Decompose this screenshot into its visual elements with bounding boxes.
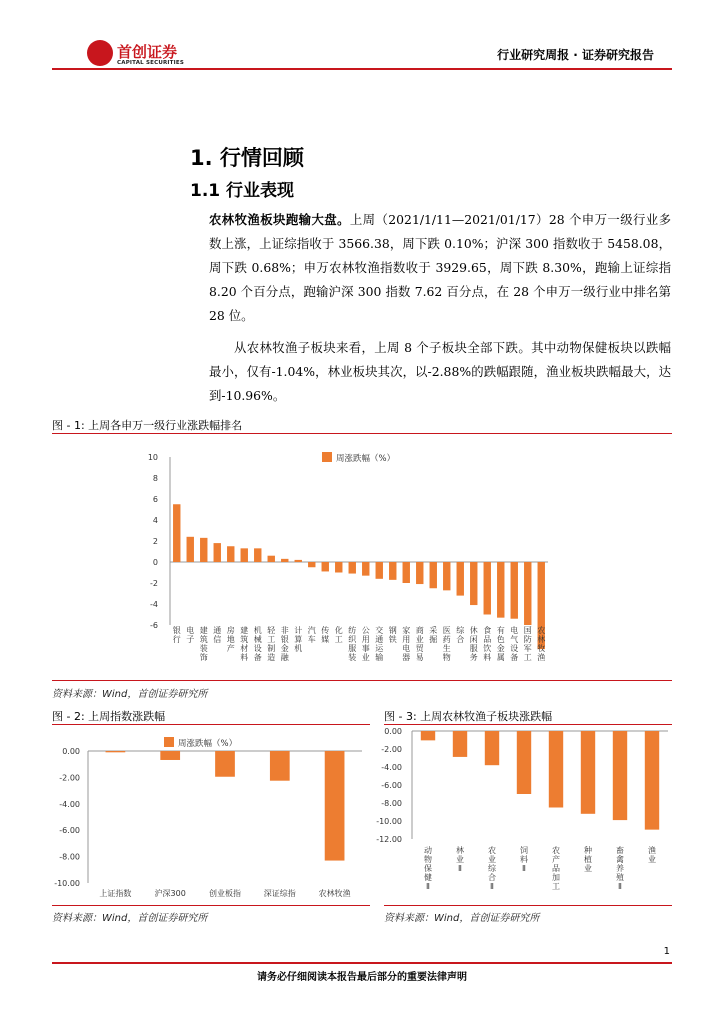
bar bbox=[443, 562, 450, 590]
bar bbox=[389, 562, 396, 580]
bar bbox=[421, 731, 435, 740]
bar bbox=[322, 562, 329, 571]
x-tick-label: 房地产 bbox=[226, 626, 235, 653]
x-tick-label: 银行 bbox=[172, 626, 181, 644]
bar bbox=[270, 751, 290, 781]
x-tick-label: 医药生物 bbox=[442, 626, 451, 662]
x-tick-label: 电子 bbox=[186, 626, 195, 644]
y-tick-label: 8 bbox=[152, 474, 158, 483]
paragraph-2: 从农林牧渔子板块来看，上周 8 个子板块全部下跌。其中动物保健板块以跌幅最小，仅有-1.04%，林业板块其次，以-2.88%的跌幅跟随，渔业板块跌幅最大，达到-10.96%。 bbox=[209, 340, 671, 403]
y-tick-label: -10.00 bbox=[54, 879, 80, 888]
y-tick-label: -2.00 bbox=[59, 773, 80, 783]
x-tick-label: 纺织服装 bbox=[348, 626, 357, 662]
x-tick-label: 食品饮料 bbox=[483, 626, 492, 662]
y-tick-label: -8.00 bbox=[59, 852, 80, 862]
x-tick-label: 种植业 bbox=[584, 846, 592, 873]
bar bbox=[581, 731, 595, 814]
bar bbox=[645, 731, 659, 830]
x-tick-label: 电气设备 bbox=[510, 626, 519, 662]
x-tick-label: 农业综合 Ⅱ bbox=[488, 846, 496, 891]
bar bbox=[430, 562, 437, 588]
legend-label: 周涨跌幅（%） bbox=[178, 739, 238, 749]
figure-2-bottom-divider bbox=[52, 905, 370, 906]
x-tick-label: 化工 bbox=[334, 626, 343, 644]
y-tick-label: -2.00 bbox=[381, 745, 402, 754]
x-tick-label: 深证综指 bbox=[263, 889, 296, 898]
subsection-title: 1.1 行业表现 bbox=[190, 181, 295, 201]
bar bbox=[549, 731, 563, 808]
paragraph-1-lead: 农林牧渔板块跑输大盘。 bbox=[209, 212, 350, 227]
bar bbox=[485, 731, 499, 765]
bar bbox=[416, 562, 423, 584]
bar bbox=[187, 537, 194, 562]
bar bbox=[484, 562, 491, 615]
bar bbox=[376, 562, 383, 579]
y-tick-label: 2 bbox=[152, 537, 158, 546]
x-tick-label: 沪深300 bbox=[154, 889, 186, 898]
y-tick-label: 10 bbox=[147, 453, 158, 462]
legend-swatch bbox=[322, 452, 332, 462]
x-tick-label: 有色金属 bbox=[496, 626, 505, 662]
x-tick-label: 综合 bbox=[456, 626, 465, 644]
bar bbox=[517, 731, 531, 794]
bar bbox=[241, 548, 248, 562]
x-tick-label: 农产品加工 bbox=[552, 846, 560, 891]
y-tick-label: 0.00 bbox=[384, 727, 402, 736]
x-tick-label: 创业板指 bbox=[209, 889, 241, 898]
x-tick-label: 休闲服务 bbox=[469, 626, 478, 662]
figure-3-divider bbox=[384, 724, 672, 725]
x-tick-label: 建筑装饰 bbox=[199, 626, 208, 662]
figure-1-bottom-divider bbox=[52, 680, 672, 681]
x-tick-label: 商业贸易 bbox=[415, 626, 424, 662]
page-number: 1 bbox=[663, 946, 670, 957]
bar bbox=[281, 559, 288, 562]
x-tick-label: 畜禽养殖 Ⅱ bbox=[616, 846, 624, 891]
figure-1-source: 资料来源：Wind，首创证券研究所 bbox=[52, 689, 208, 700]
bar bbox=[511, 562, 518, 619]
bar bbox=[403, 562, 410, 583]
bar bbox=[214, 543, 221, 562]
bar bbox=[308, 562, 315, 567]
y-tick-label: -8.00 bbox=[381, 799, 402, 808]
x-tick-label: 通信 bbox=[213, 626, 222, 644]
x-tick-label: 轻工制造 bbox=[267, 626, 276, 662]
x-tick-label: 机械设备 bbox=[253, 626, 262, 662]
bar bbox=[200, 538, 207, 562]
footer-divider bbox=[52, 962, 672, 964]
x-tick-label: 渔业 bbox=[648, 846, 656, 864]
x-tick-label: 公用事业 bbox=[361, 626, 370, 662]
x-tick-label: 交通运输 bbox=[375, 626, 384, 662]
paragraph-1-body: 上周（2021/1/11—2021/01/17）28 个申万一级行业多数上涨，上证综指收于 3566.38，周下跌 0.10%；沪深 300 指数收于 5458.08，周下跌 0.68%；申万农林牧渔指数收于 3929.65，周下跌 8.30%，跑输上证综指 8.20 个百分点，跑输沪深 300 指数 7.62 百分点，在 28 个申万一级行业中排名第 28 位。 bbox=[209, 212, 672, 323]
y-tick-label: -4.00 bbox=[381, 763, 402, 772]
brand-logo-icon bbox=[87, 40, 113, 66]
y-tick-label: -2 bbox=[150, 579, 158, 588]
legend-label: 周涨跌幅（%） bbox=[336, 454, 396, 464]
figure-3-source: 资料来源：Wind，首创证券研究所 bbox=[384, 913, 540, 924]
bar bbox=[295, 560, 302, 562]
y-tick-label: -4 bbox=[150, 600, 158, 609]
figure-1-title: 图 - 1: 上周各申万一级行业涨跌幅排名 bbox=[52, 419, 243, 432]
y-tick-label: -6 bbox=[150, 621, 158, 630]
y-tick-label: -6.00 bbox=[381, 781, 402, 790]
x-tick-label: 动物保健 Ⅱ bbox=[424, 846, 432, 891]
x-tick-label: 林业 Ⅱ bbox=[456, 846, 464, 873]
bar bbox=[497, 562, 504, 618]
x-tick-label: 计算机 bbox=[294, 626, 303, 653]
report-type: 行业研究周报 · 证券研究报告 bbox=[497, 48, 654, 62]
bar bbox=[453, 731, 467, 757]
section-title: 1. 行情回顾 bbox=[190, 146, 304, 170]
x-tick-label: 传媒 bbox=[321, 626, 330, 644]
bar bbox=[160, 751, 180, 760]
y-tick-label: 6 bbox=[152, 495, 158, 504]
y-tick-label: -10.00 bbox=[376, 817, 402, 826]
bar bbox=[457, 562, 464, 596]
bar bbox=[106, 751, 126, 752]
legal-notice: 请务必仔细阅读本报告最后部分的重要法律声明 bbox=[257, 972, 467, 983]
y-tick-label: 4 bbox=[152, 516, 158, 525]
x-tick-label: 上证指数 bbox=[99, 889, 132, 898]
y-tick-label: 0.00 bbox=[62, 747, 80, 756]
paragraph-1 bbox=[209, 208, 671, 328]
bar bbox=[173, 504, 180, 562]
y-tick-label: 0 bbox=[152, 558, 158, 567]
figure-2-source: 资料来源：Wind，首创证券研究所 bbox=[52, 913, 208, 924]
y-tick-label: -4.00 bbox=[59, 799, 80, 809]
x-tick-label: 农林牧渔 bbox=[318, 889, 351, 898]
legend-swatch bbox=[164, 737, 174, 747]
bar bbox=[227, 546, 234, 562]
brand-name: 首创证券 bbox=[117, 43, 178, 61]
y-tick-label: -12.00 bbox=[376, 835, 402, 844]
x-tick-label: 农林牧渔 bbox=[537, 626, 546, 662]
figure-3-title: 图 - 3: 上周农林牧渔子板块涨跌幅 bbox=[384, 710, 553, 723]
subsector-bar-chart bbox=[376, 726, 672, 906]
bar bbox=[325, 751, 345, 861]
index-bar-chart bbox=[52, 726, 370, 906]
bar bbox=[215, 751, 235, 777]
x-tick-label: 国防军工 bbox=[523, 626, 532, 662]
brand-name-en: CAPITAL SECURITIES bbox=[117, 60, 184, 66]
bar bbox=[362, 562, 369, 576]
header-divider bbox=[52, 68, 672, 70]
bar bbox=[524, 562, 531, 625]
figure-3-bottom-divider bbox=[384, 905, 672, 906]
bar bbox=[268, 556, 275, 562]
bar bbox=[335, 562, 342, 573]
y-tick-label: -6.00 bbox=[59, 826, 80, 836]
industry-bar-chart bbox=[52, 436, 672, 680]
x-tick-label: 饲料 Ⅱ bbox=[520, 846, 528, 873]
bar bbox=[470, 562, 477, 605]
figure-2-divider bbox=[52, 724, 370, 725]
bar bbox=[254, 548, 261, 562]
x-tick-label: 建筑材料 bbox=[240, 626, 249, 662]
bar bbox=[349, 562, 356, 574]
figure-2-title: 图 - 2: 上周指数涨跌幅 bbox=[52, 710, 166, 723]
x-tick-label: 采掘 bbox=[429, 626, 438, 644]
x-tick-label: 钢铁 bbox=[388, 626, 397, 644]
x-tick-label: 非银金融 bbox=[280, 626, 289, 662]
x-tick-label: 家用电器 bbox=[402, 626, 411, 662]
x-tick-label: 汽车 bbox=[307, 626, 316, 644]
bar bbox=[613, 731, 627, 820]
figure-1-divider bbox=[52, 433, 672, 434]
